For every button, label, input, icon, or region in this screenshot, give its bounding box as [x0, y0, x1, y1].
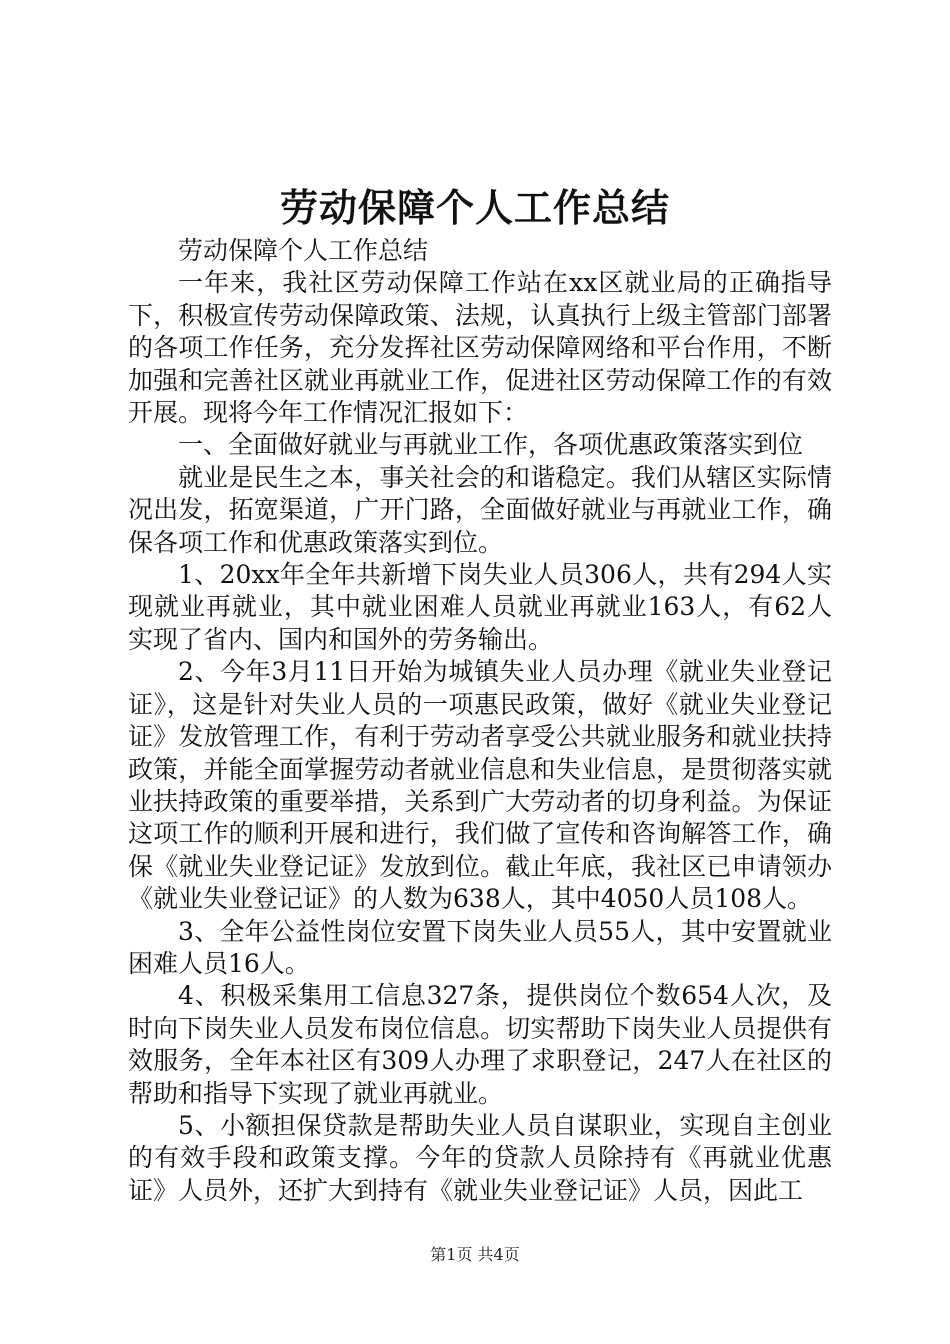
paragraph-intro: 一年来，我社区劳动保障工作站在xx区就业局的正确指导下，积极宣传劳动保障政策、法规，认真执行上级主管部门部署的各项工作任务，充分发挥社区劳动保障网络和平台作用，不断加强和完善社区就业再就业工作，促进社区劳动保障工作的有效开展。现将今年工作情况汇报如下： — [128, 268, 832, 428]
document-body — [128, 235, 832, 1207]
paragraph-section-1-intro: 就业是民生之本，事关社会的和谐稳定。我们从辖区实际情况出发，拓宽渠道，广开门路，全面做好就业与再就业工作，确保各项工作和优惠政策落实到位。 — [128, 462, 832, 557]
paragraph-subtitle: 劳动保障个人工作总结 — [178, 236, 429, 265]
paragraph-item-5: 5、小额担保贷款是帮助失业人员自谋职业，实现自主创业的有效手段和政策支撑。今年的贷款人员除持有《再就业优惠证》人员外，还扩大到持有《就业失业登记证》人员，因此工 — [128, 1110, 832, 1205]
paragraph-item-1: 1、20xx年全年共新增下岗失业人员306人，共有294人实现就业再就业，其中就业困难人员就业再就业163人，有62人实现了省内、国内和国外的劳务输出。 — [128, 560, 832, 654]
document-title: 劳动保障个人工作总结 — [279, 185, 670, 230]
section-heading-1: 一、全面做好就业与再就业工作，各项优惠政策落实到位 — [178, 430, 804, 460]
paragraph-item-4: 4、积极采集用工信息327条，提供岗位个数654人次，及时向下岗失业人员发布岗位信息。切实帮助下岗失业人员提供有效服务，全年本社区有309人办理了求职登记，247人在社区的帮助和指导下实现了就业再就业。 — [128, 981, 832, 1108]
page-number-footer: 第1页 共4页 — [430, 1245, 520, 1264]
paragraph-item-3: 3、全年公益性岗位安置下岗失业人员55人，其中安置就业困难人员16人。 — [128, 916, 832, 978]
paragraph-item-2: 2、今年3月11日开始为城镇失业人员办理《就业失业登记证》，这是针对失业人员的一项惠民政策，做好《就业失业登记证》发放管理工作，有利于劳动者享受公共就业服务和就业扶持政策，并能全面掌握劳动者就业信息和失业信息，是贯彻落实就业扶持政策的重要举措，关系到广大劳动者的切身利益。为保证这项工作的顺利开展和进行，我们做了宣传和咨询解答工作，确保《就业失业登记证》发放到位。截止年底，我社区已申请领办《就业失业登记证》的人数为638人，其中4050人员108人。 — [128, 657, 832, 914]
